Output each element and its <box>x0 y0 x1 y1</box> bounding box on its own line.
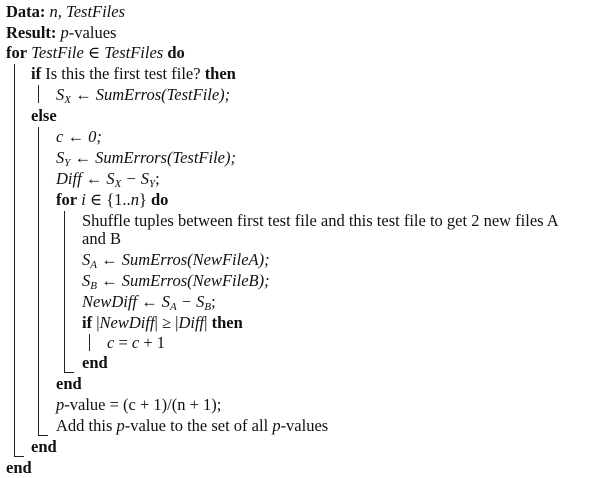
sy-symbol: S <box>56 148 65 167</box>
pvalue-rest: -value = (c + 1)/(n + 1); <box>64 395 222 414</box>
for2-n: n <box>130 190 139 209</box>
for-line <box>6 43 185 63</box>
if2-open: | <box>92 313 100 332</box>
sa-call: SumErros(NewFileA); <box>121 250 270 269</box>
increment-eq: = <box>114 333 132 352</box>
diff-rest2: − S <box>121 169 150 188</box>
newdiff-sub1: A <box>170 301 177 313</box>
diff-sub1: X <box>114 178 122 190</box>
sb-arrow: ← <box>96 271 122 290</box>
if2-line <box>82 313 243 333</box>
sx-symbol: S <box>56 85 65 104</box>
else-scope-line <box>38 127 39 435</box>
increment-plus: + 1 <box>139 333 166 352</box>
sb-call: SumErros(NewFileB); <box>121 271 270 290</box>
diff-sub2: Y <box>149 178 156 190</box>
increment-line <box>107 333 165 353</box>
end-else: end <box>31 437 57 456</box>
for-scope-line <box>14 64 15 456</box>
else-keyword: else <box>31 106 57 125</box>
for2-close: } <box>138 190 151 209</box>
add-pre: Add this <box>56 416 117 435</box>
newdiff-var: NewDiff <box>82 292 138 311</box>
do2-keyword: do <box>150 190 169 209</box>
for2-scope-foot <box>64 372 74 373</box>
for-scope-foot <box>14 456 24 457</box>
add-p: p <box>116 416 125 435</box>
if-keyword: if <box>31 64 42 83</box>
for2-in: ∈ {1.. <box>85 190 131 209</box>
then-keyword: then <box>204 64 236 83</box>
sx-subscript: X <box>64 94 71 106</box>
newdiff-end: ; <box>211 292 216 311</box>
for-keyword: for <box>6 43 28 62</box>
sa-subscript: A <box>90 259 97 271</box>
newdiff-rest1: ← S <box>137 292 171 311</box>
result-p: p <box>60 23 69 42</box>
for2-var: i <box>77 190 86 209</box>
pvalue-p: p <box>56 395 65 414</box>
do-keyword: do <box>167 43 185 62</box>
result-line <box>6 23 116 43</box>
increment-c2: c <box>131 333 140 352</box>
if2-scope-line <box>89 334 90 351</box>
newdiff-rest2: − S <box>176 292 205 311</box>
sb-subscript: B <box>90 280 97 292</box>
if-condition: Is this the first test file? <box>41 64 205 83</box>
pvalue-line <box>56 395 221 415</box>
sy-subscript: Y <box>64 157 71 169</box>
sb-line <box>82 271 270 291</box>
data-line <box>6 2 125 22</box>
sb-symbol: S <box>82 271 91 290</box>
result-rest: -values <box>68 23 117 42</box>
sy-call: SumErrors(TestFile); <box>95 148 236 167</box>
else-scope-foot <box>38 435 48 436</box>
add-post: -values <box>280 416 329 435</box>
data-label: Data: <box>6 2 46 21</box>
shuffle-line-2: and B <box>82 229 121 248</box>
if2-var2: Diff <box>178 313 205 332</box>
sy-line <box>56 148 236 168</box>
end-for: end <box>6 458 32 477</box>
for2-keyword: for <box>56 190 78 209</box>
for2-scope-line <box>64 211 65 372</box>
add-p2: p <box>272 416 281 435</box>
sx-arrow: ← <box>70 85 96 104</box>
shuffle-line-1: Shuffle tuples between first test file and this test file to get 2 new files A <box>82 211 559 230</box>
c-init-line: c ← 0; <box>56 127 102 146</box>
data-vars: n, TestFiles <box>49 2 126 21</box>
then2-keyword: then <box>211 313 243 332</box>
if2-keyword: if <box>82 313 93 332</box>
end-for2: end <box>56 374 82 393</box>
result-label: Result: <box>6 23 57 42</box>
diff-var: Diff <box>56 169 82 188</box>
if-line <box>31 64 236 84</box>
sa-line <box>82 250 270 270</box>
increment-c: c <box>107 333 115 352</box>
sy-arrow: ← <box>70 148 96 167</box>
newdiff-line <box>82 292 216 312</box>
for-var: TestFile <box>31 43 84 62</box>
if-scope-line <box>38 85 39 103</box>
sa-symbol: S <box>82 250 91 269</box>
for2-line <box>56 190 168 210</box>
if2-close: | <box>204 313 212 332</box>
if2-var1: NewDiff <box>99 313 155 332</box>
for-set: TestFiles <box>104 43 164 62</box>
end-if2: end <box>82 353 108 372</box>
sx-call: SumErros(TestFile); <box>95 85 231 104</box>
diff-end: ; <box>155 169 160 188</box>
add-line <box>56 416 328 436</box>
if2-mid: | ≥ | <box>154 313 179 332</box>
for-in: ∈ <box>83 43 105 62</box>
sx-line <box>56 85 230 105</box>
diff-rest1: ← S <box>81 169 115 188</box>
sa-arrow: ← <box>96 250 122 269</box>
newdiff-sub2: B <box>204 301 212 313</box>
add-mid: -value to the set of all <box>124 416 273 435</box>
diff-line <box>56 169 160 189</box>
